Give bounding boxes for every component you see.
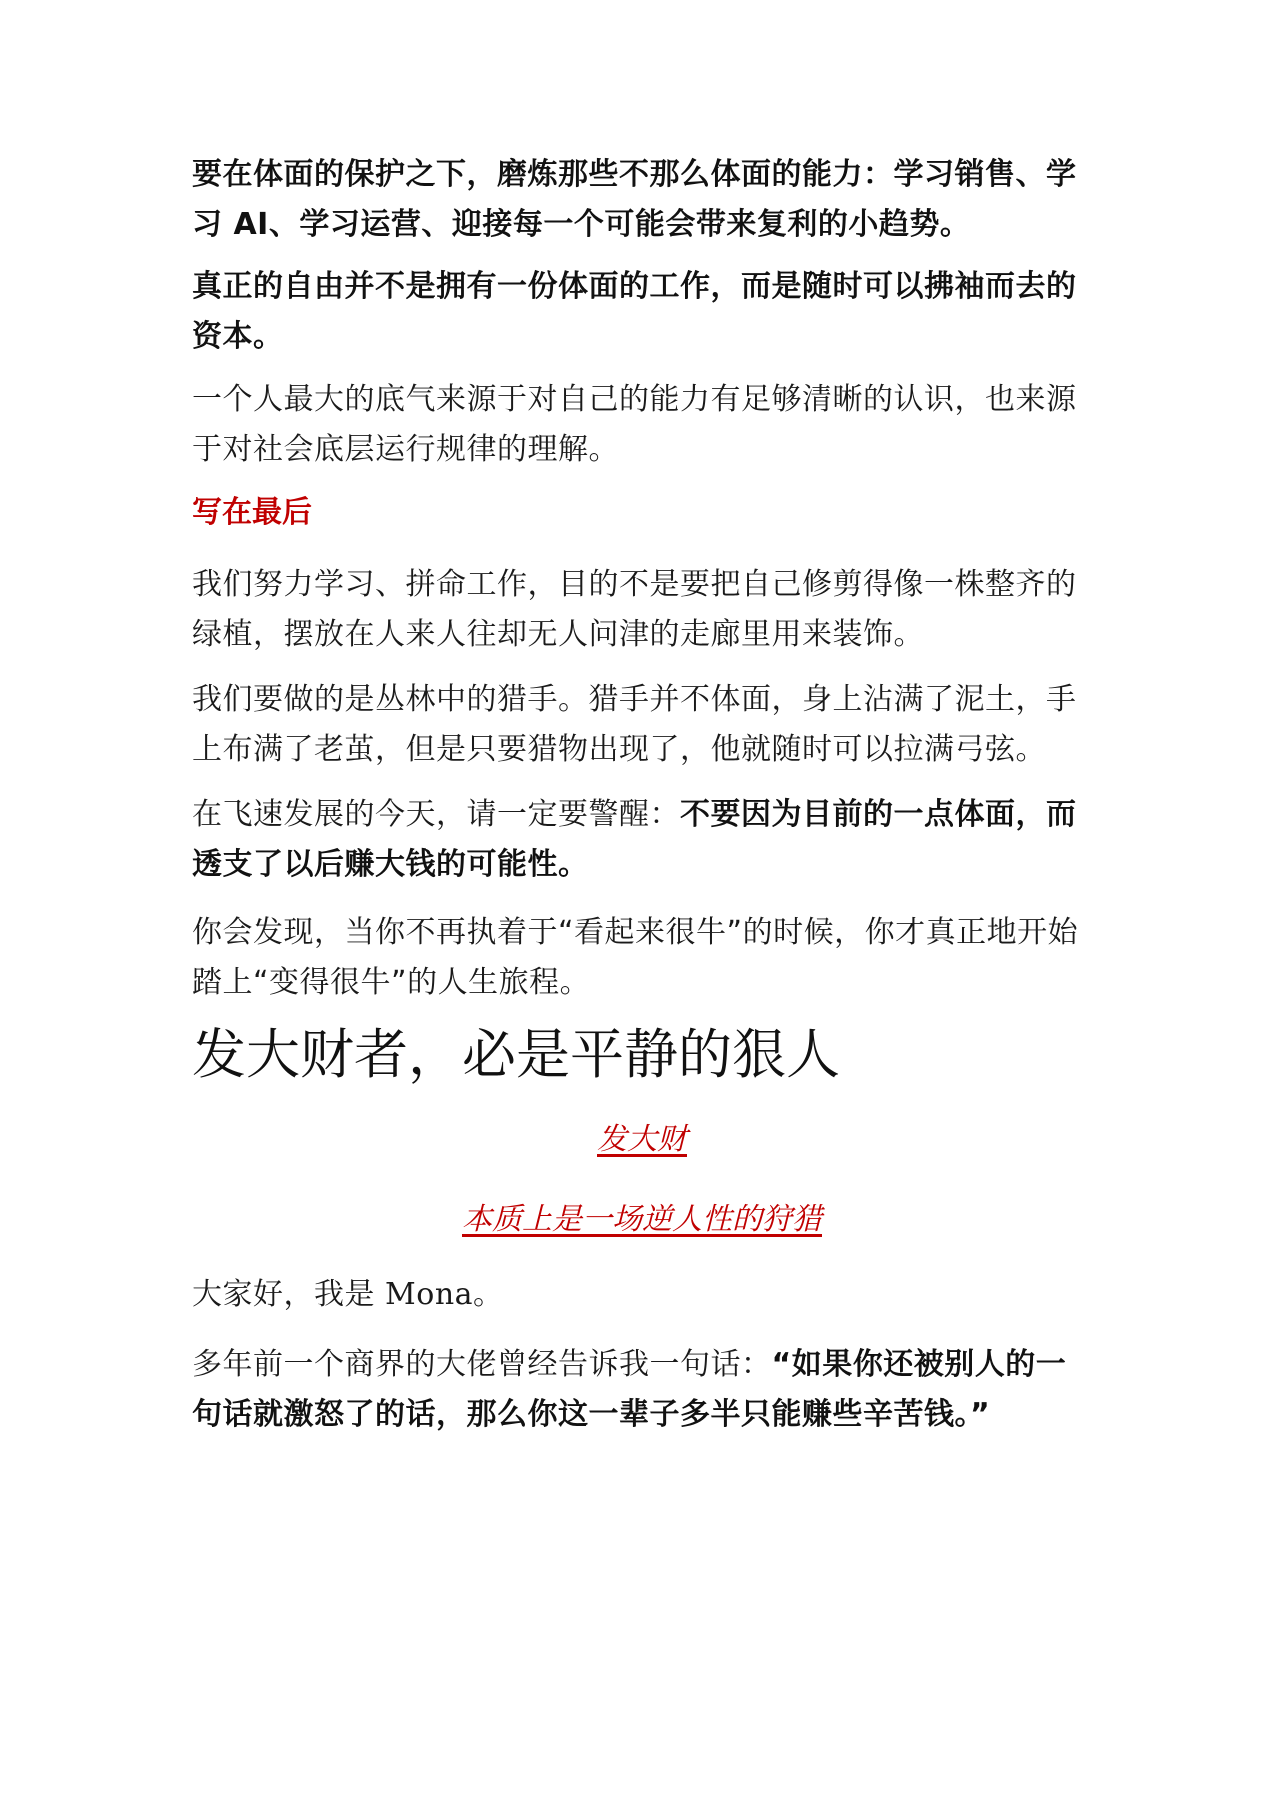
article-title: 发大财者，必是平静的狠人 <box>192 1023 840 1086</box>
subtitle-line-2[interactable]: 本质上是一场逆人性的狩猎 <box>462 1202 822 1237</box>
paragraph-8 <box>192 1340 1092 1440</box>
paragraph-7: 你会发现，当你不再执着于“看起来很牛”的时候，你才真正地开始踏上“变得很牛”的人生旅程。 <box>192 915 1079 1000</box>
paragraph-8-normal: 多年前一个商界的大佬曾经告诉我一句话： <box>192 1347 772 1382</box>
paragraph-5: 我们要做的是丛林中的猎手。猎手并不体面，身上沾满了泥土，手上布满了老茧，但是只要猎物出现了，他就随时可以拉满弓弦。 <box>192 682 1077 767</box>
paragraph-bold-1: 要在体面的保护之下，磨炼那些不那么体面的能力：学习销售、学习 AI、学习运营、迎接每一个可能会带来复利的小趋势。 <box>192 157 1077 242</box>
paragraph-6-normal: 在飞速发展的今天，请一定要警醒： <box>192 797 680 832</box>
paragraph-3: 一个人最大的底气来源于对自己的能力有足够清晰的认识，也来源于对社会底层运行规律的理解。 <box>192 382 1077 467</box>
paragraph-8-quote: “如果你还被别人的一句话就激怒了的话，那么你这一辈子多半只能赚些辛苦钱。” <box>192 1347 1067 1432</box>
subtitle-line-1[interactable]: 发大财 <box>597 1122 687 1157</box>
paragraph-4: 我们努力学习、拼命工作，目的不是要把自己修剪得像一株整齐的绿植，摆放在人来人往却无人问津的走廊里用来装饰。 <box>192 567 1077 652</box>
paragraph-6-bold: 不要因为目前的一点体面，而透支了以后赚大钱的可能性。 <box>192 797 1077 882</box>
paragraph-6 <box>192 790 1092 890</box>
paragraph-bold-2: 真正的自由并不是拥有一份体面的工作，而是随时可以拂袖而去的资本。 <box>192 269 1077 354</box>
greeting: 大家好，我是 Mona。 <box>192 1277 504 1312</box>
section-heading: 写在最后 <box>192 495 312 530</box>
